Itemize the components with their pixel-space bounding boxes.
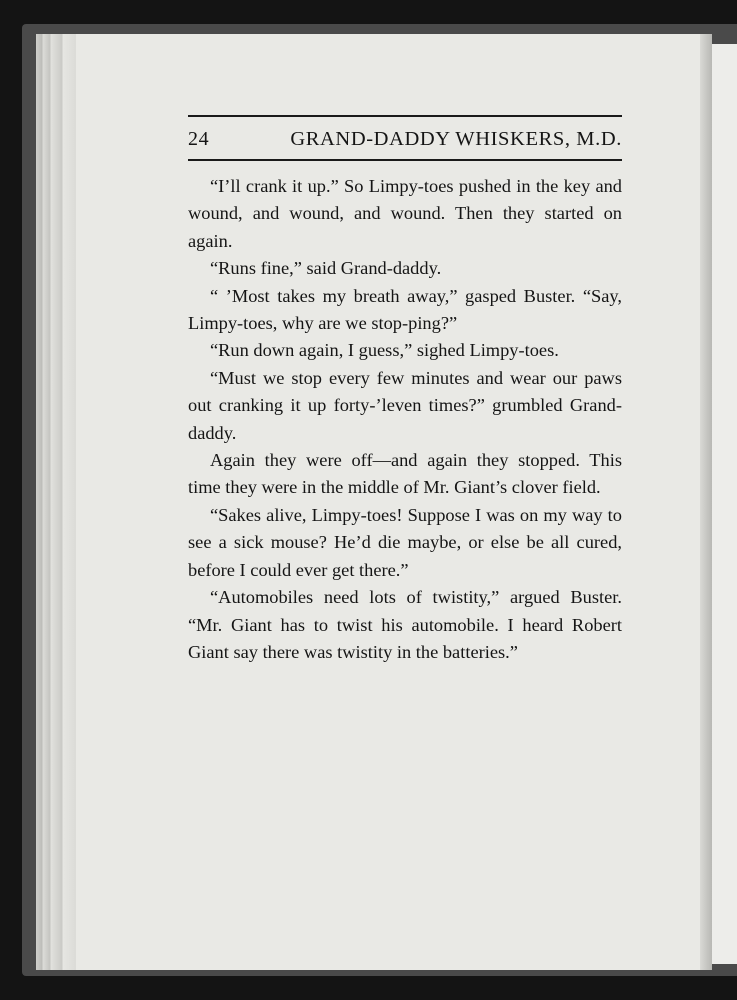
page-fold: [700, 34, 712, 970]
running-title: GRAND-DADDY WHISKERS, M.D.: [290, 128, 622, 150]
running-header: [188, 117, 622, 159]
paragraph: “Run down again, I guess,” sighed Limpy-toes.: [210, 340, 559, 361]
paragraph: “Automobiles need lots of twistity,” argued Buster. “Mr. Giant has to twist his automobile. I heard Robert Giant say there was twistity in the batteries.”: [188, 587, 622, 662]
header-rule-bottom: [188, 159, 622, 161]
paragraph: “Runs fine,” said Grand-daddy.: [210, 258, 442, 279]
paragraph: “Must we stop every few minutes and wear our paws out cranking it up forty-’leven times?” grumbled Grand-daddy.: [188, 367, 622, 443]
body-text: [188, 173, 622, 666]
paragraph: Again they were off—and again they stopped. This time they were in the middle of Mr. Giant’s clover field.: [188, 450, 622, 498]
paragraph: “ ’Most takes my breath away,” gasped Buster. “Say, Limpy-toes, why are we stop-ping?”: [188, 285, 622, 334]
page-number: 24: [188, 128, 210, 150]
paragraph: “I’ll crank it up.” So Limpy-toes pushed in the key and wound, and wound, and wound. Then they started on again.: [188, 176, 622, 251]
text-block: [188, 115, 622, 666]
facing-page: [712, 44, 737, 964]
page-edges: [36, 34, 80, 970]
paragraph: “Sakes alive, Limpy-toes! Suppose I was on my way to see a sick mouse? He’d die maybe, or else be all cured, before I could ever get there.”: [188, 504, 622, 580]
